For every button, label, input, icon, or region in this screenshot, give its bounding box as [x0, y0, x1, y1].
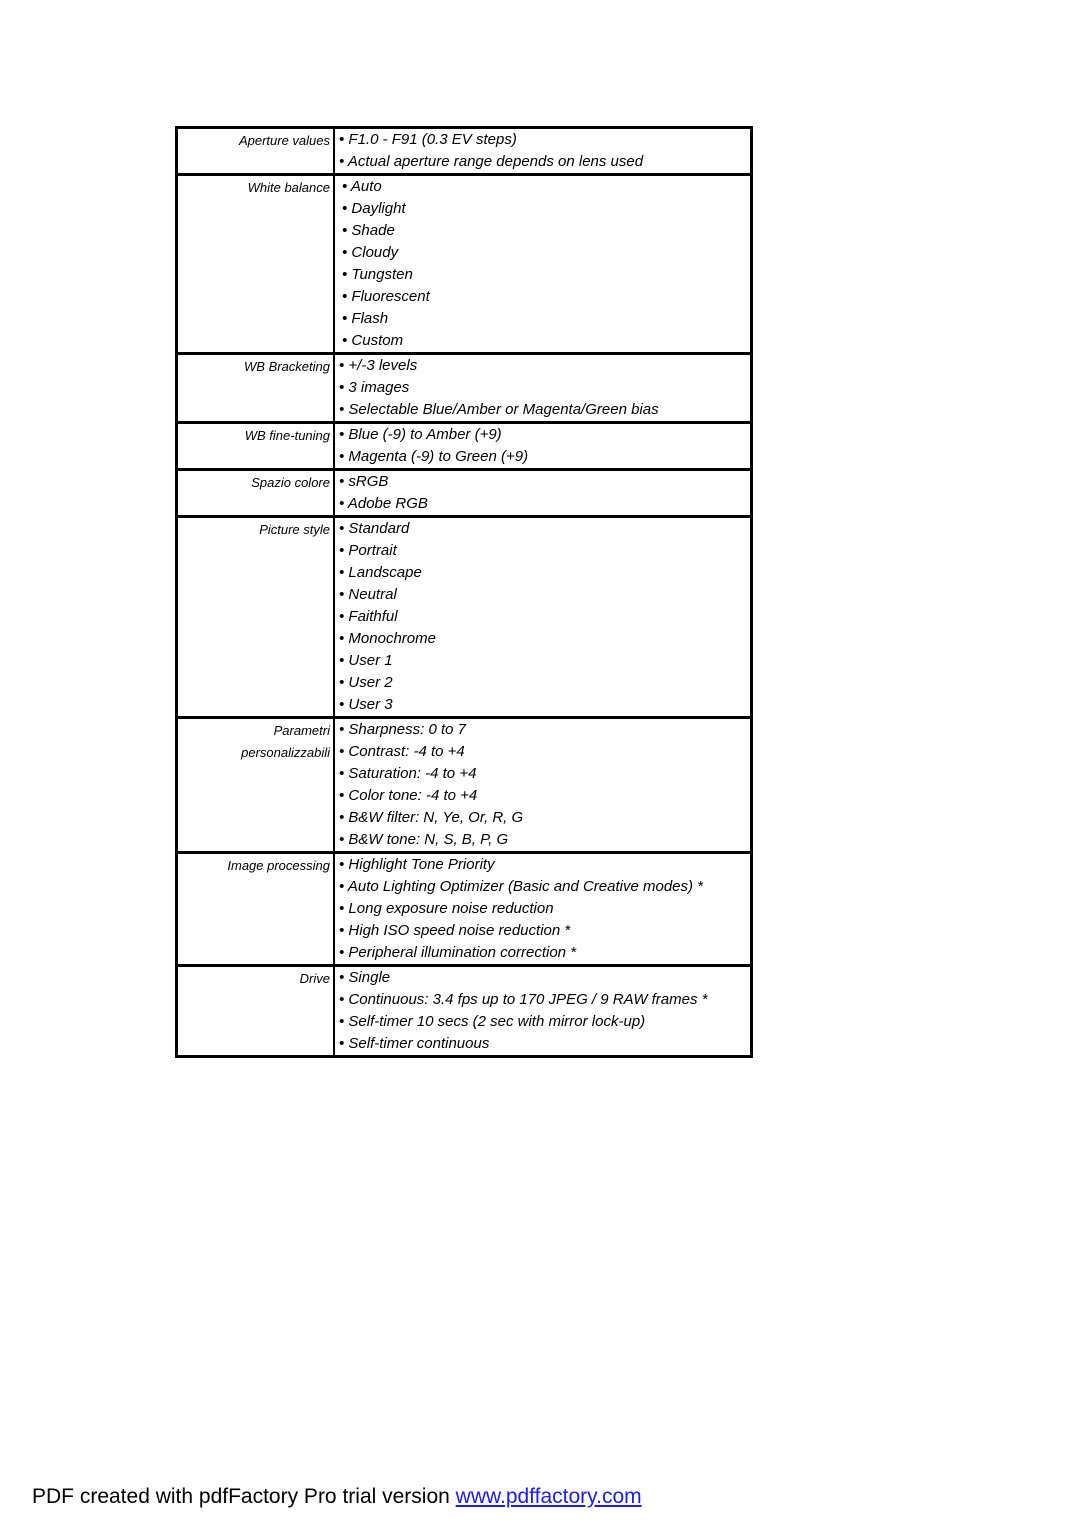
spec-row — [177, 470, 752, 517]
spec-value-item: • Fluorescent — [342, 288, 430, 305]
spec-value-item: • User 2 — [339, 674, 393, 691]
spec-value-item: • Auto Lighting Optimizer (Basic and Creative modes) * — [339, 878, 704, 895]
spec-label: White balance — [247, 180, 330, 195]
pdf-footer — [32, 1482, 642, 1512]
spec-value-item: • User 1 — [339, 652, 393, 669]
spec-value-item: • Monochrome — [339, 630, 436, 647]
spec-row — [177, 718, 752, 853]
spec-value-cell — [334, 128, 752, 175]
spec-value-item: • Flash — [342, 310, 389, 327]
spec-value-item: • Peripheral illumination correction * — [339, 944, 577, 961]
spec-value-item: • Landscape — [339, 564, 422, 581]
spec-row — [177, 853, 752, 966]
spec-row — [177, 966, 752, 1057]
spec-value-item: • 3 images — [339, 379, 410, 396]
spec-value-item: • Neutral — [339, 586, 397, 603]
spec-value-item: • B&W filter: N, Ye, Or, R, G — [339, 809, 524, 826]
spec-label-cell — [177, 128, 335, 175]
spec-label-cell — [177, 470, 335, 517]
spec-value-item: • Adobe RGB — [339, 495, 428, 512]
spec-value-item: • Magenta (-9) to Green (+9) — [339, 448, 529, 465]
spec-table-body — [177, 128, 752, 1057]
spec-value-item: • Custom — [342, 332, 404, 349]
spec-value-item: • Single — [339, 969, 391, 986]
spec-value-item: • Continuous: 3.4 fps up to 170 JPEG / 9 RAW frames * — [339, 991, 708, 1008]
spec-row — [177, 517, 752, 718]
spec-value-item: • Contrast: -4 to +4 — [339, 743, 465, 760]
spec-value-item: • Portrait — [339, 542, 397, 559]
spec-label: Image processing — [227, 858, 330, 873]
spec-value-item: • Sharpness: 0 to 7 — [339, 721, 466, 738]
spec-value-item: • Long exposure noise reduction — [339, 900, 554, 917]
spec-label-cell — [177, 175, 335, 354]
spec-value-item: • Self-timer 10 secs (2 sec with mirror lock-up) — [339, 1013, 646, 1030]
spec-label-cell — [177, 423, 335, 470]
spec-row — [177, 128, 752, 175]
spec-value-item: • Actual aperture range depends on lens used — [339, 153, 644, 170]
spec-value-item: • Standard — [339, 520, 410, 537]
spec-value-item: • B&W tone: N, S, B, P, G — [339, 831, 509, 848]
spec-value-item: • Highlight Tone Priority — [339, 856, 495, 873]
spec-value-item: • sRGB — [339, 473, 389, 490]
spec-value-cell — [334, 470, 752, 517]
spec-label-cell — [177, 517, 335, 718]
spec-value-cell — [334, 966, 752, 1057]
spec-value-item: • Tungsten — [342, 266, 413, 283]
spec-label-cell — [177, 718, 335, 853]
spec-value-item: • Blue (-9) to Amber (+9) — [339, 426, 502, 443]
spec-table — [175, 126, 753, 1058]
spec-value-cell — [334, 718, 752, 853]
footer-link[interactable]: www.pdffactory.com — [455, 1485, 642, 1508]
spec-value-cell — [334, 853, 752, 966]
spec-label: Picture style — [259, 522, 330, 537]
spec-label-cell — [177, 853, 335, 966]
spec-value-cell — [334, 175, 752, 354]
spec-value-item: • F1.0 - F91 (0.3 EV steps) — [339, 131, 517, 148]
spec-value-cell — [334, 517, 752, 718]
spec-row — [177, 175, 752, 354]
spec-label: WB Bracketing — [244, 359, 330, 374]
spec-value-cell — [334, 354, 752, 423]
spec-label-cell — [177, 966, 335, 1057]
spec-label: Drive — [299, 971, 330, 986]
spec-label: Aperture values — [238, 133, 330, 148]
spec-value-item: • Self-timer continuous — [339, 1035, 490, 1052]
spec-value-item: • Auto — [342, 178, 382, 195]
spec-label: Spazio colore — [251, 475, 330, 490]
spec-value-item: • Faithful — [339, 608, 398, 625]
spec-label-cell — [177, 354, 335, 423]
spec-value-item: • Selectable Blue/Amber or Magenta/Green bias — [339, 401, 659, 418]
spec-value-item: • High ISO speed noise reduction * — [339, 922, 571, 939]
spec-value-item: • Color tone: -4 to +4 — [339, 787, 478, 804]
spec-value-item: • Daylight — [342, 200, 406, 217]
spec-value-item: • +/-3 levels — [339, 357, 418, 374]
spec-value-item: • Cloudy — [342, 244, 399, 261]
spec-value-item: • Saturation: -4 to +4 — [339, 765, 477, 782]
footer-text: PDF created with pdfFactory Pro trial version — [32, 1485, 456, 1508]
spec-label: Parametri — [273, 723, 330, 738]
spec-value-item: • User 3 — [339, 696, 393, 713]
spec-value-item: • Shade — [342, 222, 395, 239]
spec-row — [177, 354, 752, 423]
spec-row — [177, 423, 752, 470]
spec-label: personalizzabili — [241, 745, 330, 760]
spec-label: WB fine-tuning — [244, 428, 330, 443]
spec-value-cell — [334, 423, 752, 470]
